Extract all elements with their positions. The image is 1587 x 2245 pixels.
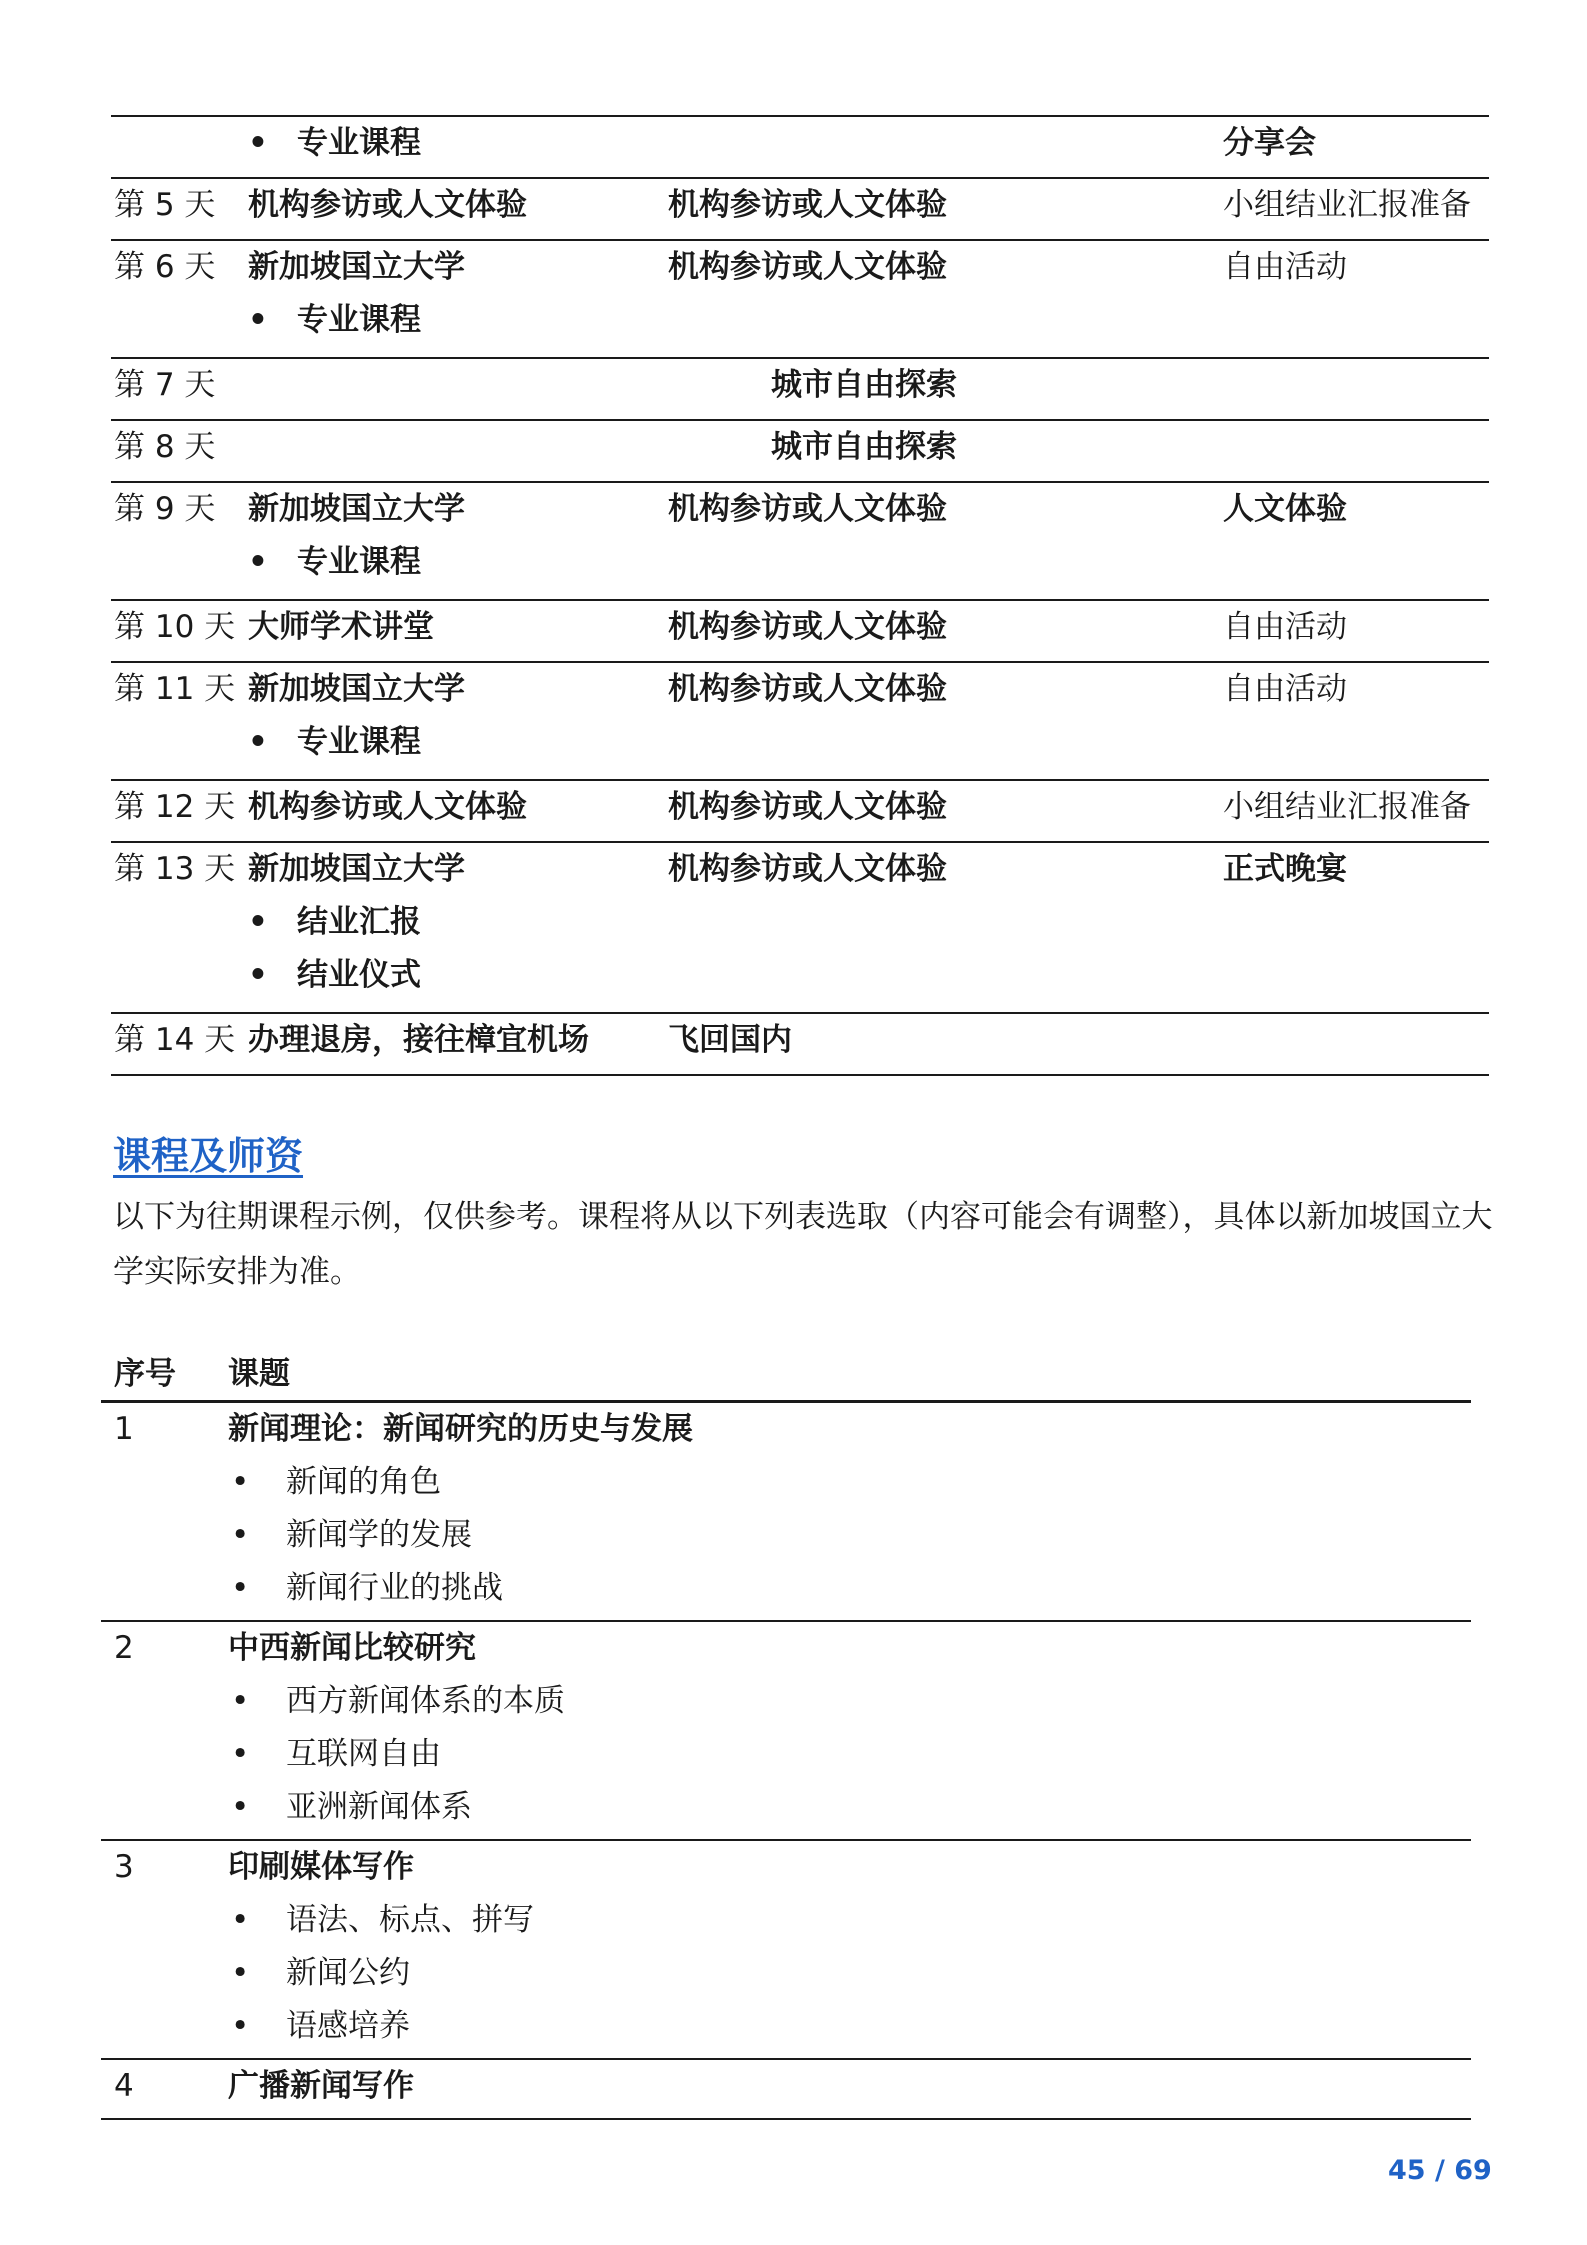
- course-row: [101, 1841, 1471, 2060]
- afternoon-activity: 机构参访或人文体验: [668, 851, 947, 887]
- evening-activity: 分享会: [1223, 125, 1316, 161]
- bullet-icon: •: [231, 1683, 250, 1719]
- bullet-icon: •: [248, 544, 268, 580]
- course-topic-item: [231, 1894, 534, 1947]
- morning-activity: 机构参访或人文体验: [248, 789, 527, 825]
- course-topic-item: [231, 1947, 410, 2000]
- course-number: 4: [114, 2068, 134, 2104]
- bullet-icon: •: [248, 302, 268, 338]
- full-day-activity: 城市自由探索: [771, 367, 957, 403]
- afternoon-activity: 机构参访或人文体验: [668, 249, 947, 285]
- course-topic-item: [231, 1675, 565, 1728]
- itinerary-row: [111, 241, 1489, 359]
- morning-activity: 新加坡国立大学: [248, 249, 465, 285]
- itinerary-row: [111, 663, 1489, 781]
- course-topic-label: 互联网自由: [286, 1736, 441, 1772]
- course-row: [101, 2060, 1471, 2120]
- itinerary-table: [111, 115, 1489, 1076]
- course-table: [101, 1348, 1471, 2120]
- course-title: 中西新闻比较研究: [228, 1630, 476, 1666]
- afternoon-activity: 机构参访或人文体验: [668, 609, 947, 645]
- itinerary-row: [111, 359, 1489, 421]
- itinerary-row: [111, 601, 1489, 663]
- activity-sub-item-label: 结业汇报: [297, 904, 421, 940]
- day-label: 第 9 天: [114, 491, 216, 527]
- afternoon-activity: 机构参访或人文体验: [668, 671, 947, 707]
- course-topic-label: 西方新闻体系的本质: [286, 1683, 565, 1719]
- bullet-icon: •: [231, 2008, 250, 2044]
- bullet-icon: •: [248, 125, 268, 161]
- morning-activity: 机构参访或人文体验: [248, 187, 527, 223]
- course-topic-item: [231, 1509, 472, 1562]
- evening-activity: 自由活动: [1223, 609, 1347, 645]
- evening-activity: 小组结业汇报准备: [1223, 789, 1471, 825]
- activity-sub-item: [248, 117, 421, 170]
- section-title[interactable]: 课程及师资: [113, 1134, 304, 1178]
- bullet-icon: •: [231, 1570, 250, 1606]
- course-table-body: [101, 1403, 1471, 2120]
- course-title: 印刷媒体写作: [228, 1849, 414, 1885]
- activity-sub-item: [248, 294, 421, 347]
- course-row: [101, 1403, 1471, 1622]
- course-topic-label: 语法、标点、拼写: [286, 1902, 534, 1938]
- evening-activity: 正式晚宴: [1223, 851, 1347, 887]
- day-label: 第 7 天: [114, 367, 216, 403]
- full-day-activity: 城市自由探索: [771, 429, 957, 465]
- afternoon-activity: 飞回国内: [668, 1022, 792, 1058]
- activity-sub-item-label: 专业课程: [297, 125, 421, 161]
- page-number: 45 / 69: [1388, 2155, 1492, 2186]
- afternoon-activity: 机构参访或人文体验: [668, 491, 947, 527]
- activity-sub-item-label: 结业仪式: [297, 957, 421, 993]
- itinerary-row: [111, 117, 1489, 179]
- day-label: 第 8 天: [114, 429, 216, 465]
- course-title: 新闻理论：新闻研究的历史与发展: [228, 1411, 693, 1447]
- course-topic-item: [231, 1781, 472, 1834]
- course-title: 广播新闻写作: [228, 2068, 414, 2104]
- day-label: 第 14 天: [114, 1022, 236, 1058]
- morning-activity: 大师学术讲堂: [248, 609, 434, 645]
- itinerary-row: [111, 179, 1489, 241]
- bullet-icon: •: [248, 957, 268, 993]
- bullet-icon: •: [231, 1736, 250, 1772]
- bullet-icon: •: [248, 904, 268, 940]
- day-label: 第 6 天: [114, 249, 216, 285]
- itinerary-row: [111, 483, 1489, 601]
- activity-sub-item-label: 专业课程: [297, 724, 421, 760]
- course-topic-item: [231, 2000, 410, 2053]
- evening-activity: 自由活动: [1223, 671, 1347, 707]
- itinerary-row: [111, 421, 1489, 483]
- course-row: [101, 1622, 1471, 1841]
- course-number: 1: [114, 1411, 134, 1447]
- itinerary-row: [111, 781, 1489, 843]
- course-number: 2: [114, 1630, 134, 1666]
- course-topic-label: 语感培养: [286, 2008, 410, 2044]
- bullet-icon: •: [231, 1902, 250, 1938]
- bullet-icon: •: [231, 1789, 250, 1825]
- afternoon-activity: 机构参访或人文体验: [668, 789, 947, 825]
- bullet-icon: •: [231, 1464, 250, 1500]
- afternoon-activity: 机构参访或人文体验: [668, 187, 947, 223]
- header-topic: 课题: [228, 1356, 290, 1392]
- course-topic-label: 新闻公约: [286, 1955, 410, 1991]
- activity-sub-item: [248, 716, 421, 769]
- morning-activity: 新加坡国立大学: [248, 671, 465, 707]
- day-label: 第 13 天: [114, 851, 236, 887]
- activity-sub-item-label: 专业课程: [297, 302, 421, 338]
- course-topic-label: 新闻行业的挑战: [286, 1570, 503, 1606]
- morning-activity: 新加坡国立大学: [248, 491, 465, 527]
- header-no: 序号: [114, 1356, 176, 1392]
- course-topic-label: 亚洲新闻体系: [286, 1789, 472, 1825]
- course-topic-item: [231, 1456, 441, 1509]
- section-intro: 以下为往期课程示例，仅供参考。课程将从以下列表选取（内容可能会有调整），具体以新加坡国立大学实际安排为准。: [113, 1199, 1493, 1290]
- day-label: 第 11 天: [114, 671, 236, 707]
- course-topic-label: 新闻的角色: [286, 1464, 441, 1500]
- course-topic-label: 新闻学的发展: [286, 1517, 472, 1553]
- itinerary-row: [111, 1014, 1489, 1076]
- evening-activity: 人文体验: [1223, 491, 1347, 527]
- bullet-icon: •: [231, 1517, 250, 1553]
- evening-activity: 自由活动: [1223, 249, 1347, 285]
- bullet-icon: •: [231, 1955, 250, 1991]
- course-topic-item: [231, 1562, 503, 1615]
- activity-sub-item: [248, 949, 421, 1002]
- course-topic-item: [231, 1728, 441, 1781]
- course-number: 3: [114, 1849, 134, 1885]
- day-label: 第 5 天: [114, 187, 216, 223]
- day-label: 第 12 天: [114, 789, 236, 825]
- day-label: 第 10 天: [114, 609, 236, 645]
- morning-activity: 办理退房，接往樟宜机场: [248, 1022, 589, 1058]
- evening-activity: 小组结业汇报准备: [1223, 187, 1471, 223]
- itinerary-row: [111, 843, 1489, 1014]
- activity-sub-item: [248, 896, 421, 949]
- course-table-header: [101, 1348, 1471, 1403]
- activity-sub-item-label: 专业课程: [297, 544, 421, 580]
- bullet-icon: •: [248, 724, 268, 760]
- activity-sub-item: [248, 536, 421, 589]
- morning-activity: 新加坡国立大学: [248, 851, 465, 887]
